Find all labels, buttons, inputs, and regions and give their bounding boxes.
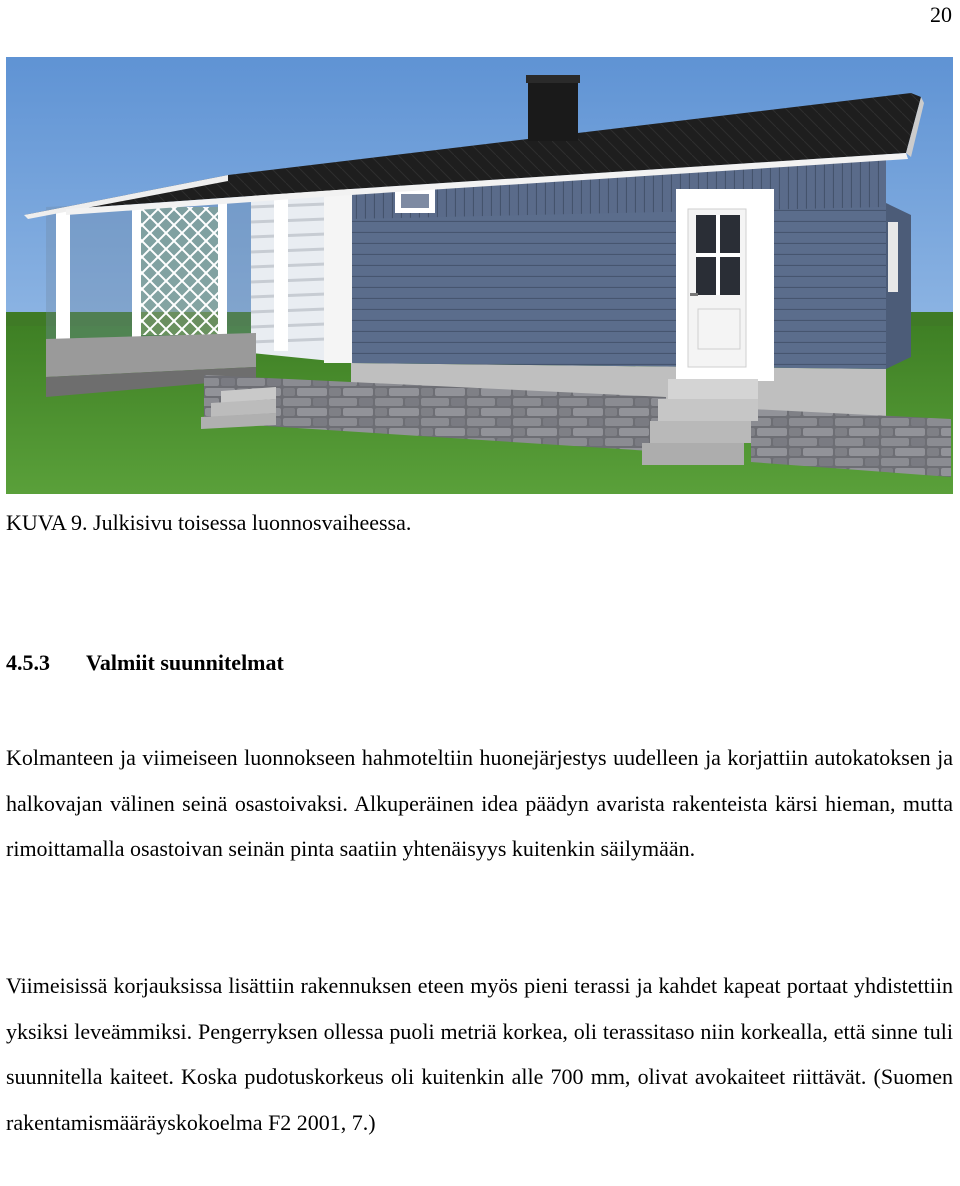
body-paragraph: Viimeisissä korjauksissa lisättiin rakennuksen eteen myös pieni terassi ja kahdet kapeat portaat yhdistettiin yksiksi leveämmiksi. Pengerryksen ollessa puoli metriä korkea, oli terassitaso niin korkealla, että sinne tuli suunnitella kaiteet. Koska pudotuskorkeus oli kuitenkin alle 700 mm, olivat avokaiteet riittävät. (Suomen rakentamismääräyskokoelma F2 2001, 7.) bbox=[6, 973, 953, 1135]
figure-caption: KUVA 9. Julkisivu toisessa luonnosvaiheessa. bbox=[6, 510, 412, 535]
page-number: 20 bbox=[930, 2, 952, 27]
section-heading bbox=[6, 650, 284, 676]
section-title: Valmiit suunnitelmat bbox=[86, 650, 284, 675]
body-paragraph: Kolmanteen ja viimeiseen luonnokseen hahmoteltiin huonejärjestys uudelleen ja korjattiin autokatoksen ja halkovajan välinen seinä osastoivaksi. Alkuperäinen idea päädyn avarista rakenteista kärsi hieman, mutta rimoittamalla osastoivan seinän pinta saatiin yhtenäisyys kuitenkin säilymään. bbox=[6, 745, 953, 861]
house-rendering-image bbox=[6, 57, 953, 494]
section-number: 4.5.3 bbox=[6, 650, 50, 675]
